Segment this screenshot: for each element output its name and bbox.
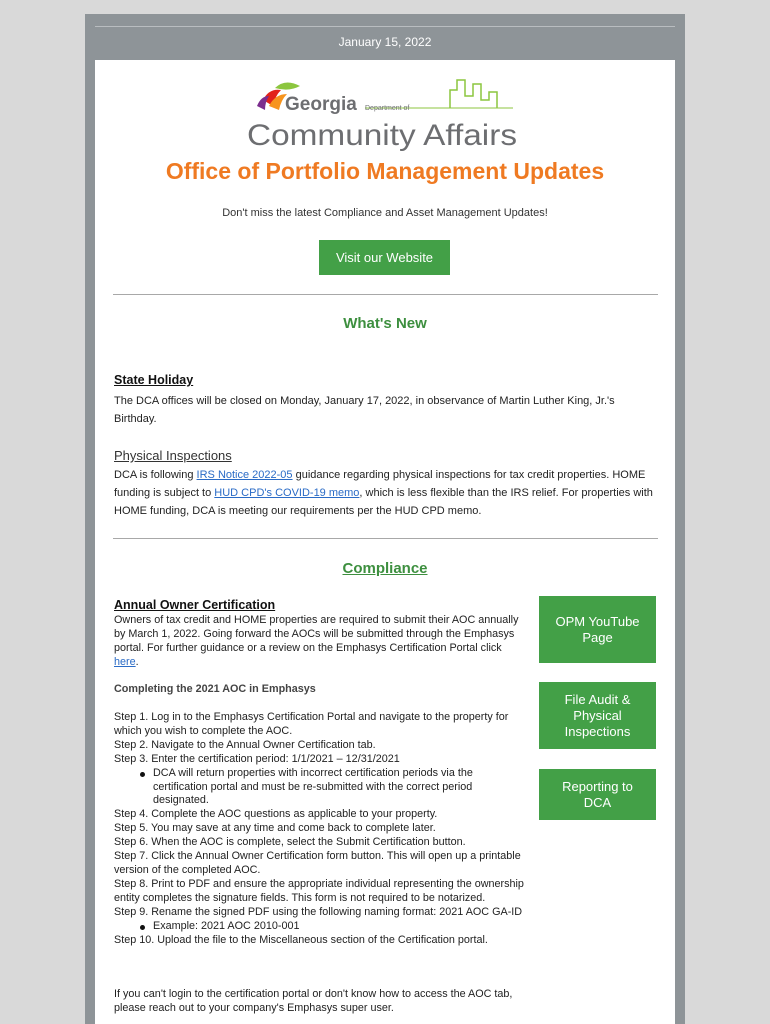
whats-new-heading: What's New <box>343 315 427 332</box>
dca-logo[interactable] <box>245 70 535 160</box>
opm-youtube-label: OPM YouTube Page <box>555 613 640 645</box>
svg-text:Georgia: Georgia <box>285 94 357 115</box>
step-item: Step 10. Upload the file to the Miscellaneous section of the Certification portal. <box>114 933 488 946</box>
divider <box>113 538 658 539</box>
step-item: Step 2. Navigate to the Annual Owner Certification tab. <box>114 738 376 751</box>
completing-aoc-subtitle: Completing the 2021 AOC in Emphasys <box>114 683 316 695</box>
hero-subtitle: Don't miss the latest Compliance and Asset Management Updates! <box>222 207 548 219</box>
visit-website-button[interactable]: Visit our Website <box>319 240 450 275</box>
step-bullet: Example: 2021 AOC 2010-001 <box>114 920 529 934</box>
newsletter-card <box>95 60 675 1024</box>
svg-text:Department of: Department of <box>365 105 410 112</box>
page-title: Office of Portfolio Management Updates <box>165 158 605 184</box>
reporting-to-dca-button[interactable] <box>539 769 656 820</box>
step-bullet: DCA will return properties with incorrect certification periods via the certification portal and must be re-submitted with the correct period designated. <box>114 767 529 809</box>
step-item: Step 4. Complete the AOC questions as applicable to your property. <box>114 808 438 821</box>
file-audit-label: File Audit & Physical Inspections <box>564 691 631 739</box>
divider <box>113 294 658 295</box>
reporting-label: Reporting to DCA <box>562 778 633 810</box>
step-item: Step 8. Print to PDF and ensure the appropriate individual representing the ownership entity completes the signature fields. This form is not required to be notarized. <box>114 877 524 904</box>
opm-youtube-button[interactable] <box>539 596 656 663</box>
step-item: Step 1. Log in to the Emphasys Certification Portal and navigate to the property for which you wish to complete the AOC. <box>114 711 509 737</box>
aoc-text: Owners of tax credit and HOME properties are required to submit their AOC annually by March 1, 2022. Going forward the AOCs will be submitted through the Emphasys portal. For further guidance or a review on the Emphasys Certification Portal click here. <box>114 614 519 668</box>
aoc-steps-list <box>114 711 529 947</box>
date-header: January 15, 2022 <box>95 26 675 60</box>
state-holiday-title: State Holiday <box>114 373 194 387</box>
state-holiday-text: The DCA offices will be closed on Monday, January 17, 2022, in observance of Martin Luther King, Jr.'s Birthday. <box>114 395 615 425</box>
step-item: Step 9. Rename the signed PDF using the following naming format: 2021 AOC GA-ID <box>114 905 523 918</box>
logo-graphic <box>245 70 535 160</box>
file-audit-button[interactable] <box>539 682 656 749</box>
email-frame <box>85 14 685 1024</box>
emphasys-guidance-link[interactable]: here <box>114 656 136 668</box>
physical-inspections-text: DCA is following IRS Notice 2022-05 guidance regarding physical inspections for tax credit properties. HOME funding is subject to HUD CPD's COVID-19 memo, which is less flexible than the IRS relief. For properties with HOME funding, DCA is meeting our requirements per the HUD CPD memo. <box>114 469 653 517</box>
step-item: Step 7. Click the Annual Owner Certification form button. This will open up a printable version of the completed AOC. <box>114 850 521 876</box>
compliance-heading[interactable]: Compliance <box>342 560 428 577</box>
step-item: Step 3. Enter the certification period: 1/1/2021 – 12/31/2021 <box>114 752 400 765</box>
aoc-title: Annual Owner Certification <box>114 598 276 612</box>
step-item: Step 6. When the AOC is complete, select the Submit Certification button. <box>114 836 466 849</box>
physical-inspections-title: Physical Inspections <box>114 448 232 463</box>
support-note: If you can't login to the certification portal or don't know how to access the AOC tab, please reach out to your company's Emphasys super user. <box>114 988 513 1014</box>
hud-memo-link[interactable]: HUD CPD's COVID-19 memo <box>214 487 360 499</box>
svg-text:Community Affairs: Community Affairs <box>247 119 517 152</box>
step-item: Step 5. You may save at any time and come back to complete later. <box>114 822 436 835</box>
irs-notice-link[interactable]: IRS Notice 2022-05 <box>196 469 293 481</box>
